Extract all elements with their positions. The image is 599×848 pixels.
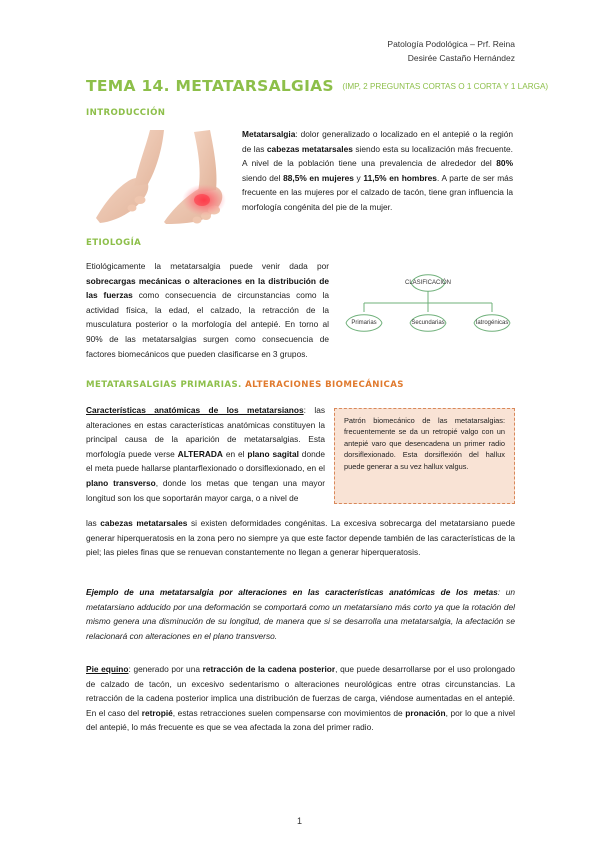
- intro-paragraph: Metatarsalgia: dolor generalizado o localizado en el antepié o la región de las cabezas metatarsales siendo esta su localización más frecuente. A nivel de la población tiene una prevalencia de alrededor del 80% siendo del 88,5% en mujeres y 11,5% en hombres. A parte de ser más frecuente en las mujeres por el calzado de tacón, tiene gran influencia la morfología congénita del pie de la mujer.: [242, 129, 513, 212]
- etiologia-paragraph: Etiológicamente la metatarsalgia puede venir dada por sobrecargas mecánicas o alteraciones en la distribución de las fuerzas como consecuencia de circunstancias como la actividad física, la edad, el calzado, la retracción de la musculatura posterior o la morfología del antepié. En torno al 90% de las metatarsalgias surgen como consecuencia de factores biomecánicos que pueden clasificarse en 3 grupos.: [86, 261, 329, 359]
- page-subtitle: (IMP, 2 PREGUNTAS CORTAS O 1 CORTA Y 1 LARGA): [342, 82, 549, 91]
- diagram-node-iatrogenicas: Iatrogénicas: [475, 320, 509, 326]
- page-number: 1: [296, 816, 302, 826]
- callout-box: [334, 408, 515, 504]
- page-title: TEMA 14. METATARSALGIAS: [86, 77, 334, 95]
- caracteristicas-paragraph-a: Características anatómicas de los metatarsianos: las alteraciones en estas características anatómicas constituyen la principal causa de la aparición de metatarsalgias. Esta morfología puede verse ALTERADA en el plano sagital donde el meta puede hallarse plantarflexionado o dorsiflexionado, en el plano transverso, donde los metas que tengan una mayor longitud son los que soportarán mayor carga, o a nivel de: [86, 405, 326, 503]
- section-heading-introduccion: INTRODUCCIÓN: [86, 108, 166, 118]
- header-author: Desirée Castaño Hernández: [407, 53, 515, 63]
- pie-equino-paragraph: Pie equino: generado por una retracción de la cadena posterior, que puede desarrollarse por el uso prolongado de calzado de tacón, un excesivo sedentarismo o alteraciones neurológicas entre otras circunstancias. La retracción de la cadena posterior implica una distribución de fuerzas de carga, viéndose aumentadas en el antepié. En el caso del retropié, estas retracciones suelen compensarse con movimientos de pronación, por lo que a nivel del antepié, lo más frecuente es que se vea afectada la zona del primer radio.: [86, 664, 516, 733]
- callout-text: Patrón biomecánico de las metatarsalgias: frecuentemente se da un retropié valgo con un antepié varo que desencadena un primer radio dorsiflexionado. Esta dorsiflexión del hallux puede generar a su vez hallux valgus.: [344, 416, 505, 471]
- classification-diagram: [342, 268, 514, 350]
- caracteristicas-paragraph-b: las cabezas metatarsales si existen deformidades congénitas. La excesiva sobrecarga del metatarsiano puede generar hiperqueratosis en la zona pero no siempre ya que este factor depende también de las características de la piel; las pieles finas que se renuevan constantemente no llegan a generar hiperqueratosis.: [86, 518, 515, 558]
- term-metatarsalgia: Metatarsalgia: [242, 129, 296, 139]
- title-row: [86, 77, 548, 96]
- diagram-node-primarias: Primarias: [351, 320, 377, 326]
- diagram-root-label: CLASIFICACIÓN: [404, 280, 451, 286]
- diagram-node-secundarias: Secundarias: [411, 320, 445, 326]
- page-header: [387, 37, 515, 65]
- ejemplo-paragraph: Ejemplo de una metatarsalgia por alteraciones en las características anatómicas de los metas: un metatarsiano adducido por una deformación se comportará como un metatarsiano más corto ya que la rotación del mismo genera una disminución de su longitud, de manera que si se desarrolla una metatarsalgia, la afectación se relacionará con alteraciones en el plano transverso.: [86, 587, 515, 641]
- section-heading-primarias: METATARSALGIAS PRIMARIAS. ALTERACIONES BIOMECÁNICAS: [86, 380, 404, 390]
- foot-pain-image: [86, 126, 234, 224]
- header-course: Patología Podológica – Prf. Reina: [387, 39, 515, 49]
- section-heading-etiologia: ETIOLOGÍA: [86, 238, 142, 248]
